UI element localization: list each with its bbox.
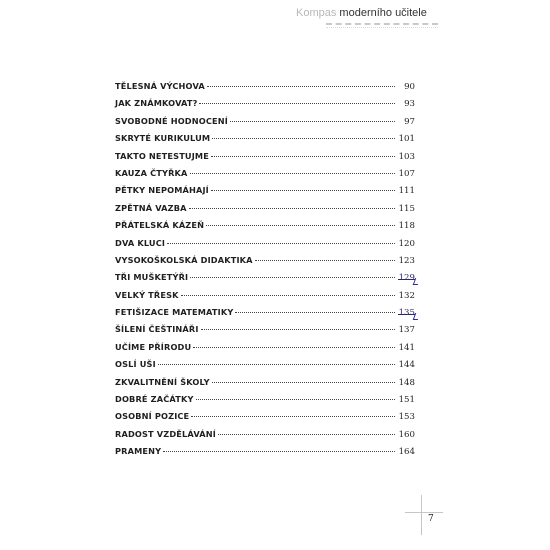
- toc-entry-title: VYSOKOŠKOLSKÁ DIDAKTIKA: [115, 254, 253, 265]
- toc-leader-dots: [163, 451, 395, 452]
- toc-entry-page-text: 151: [398, 395, 415, 406]
- toc-entry-page-text: 129: [398, 273, 415, 284]
- toc-leader-dots: [167, 243, 395, 244]
- header-title-dark: moderního učitele: [339, 7, 427, 19]
- toc-entry: [115, 356, 415, 373]
- toc-entry: [115, 339, 415, 356]
- header-rule-secondary: [326, 27, 438, 28]
- toc-entry-title: ZPĚTNÁ VAZBA: [115, 202, 187, 213]
- toc-entry-page-text: 153: [398, 412, 415, 423]
- toc-entry-title: DVA KLUCI: [115, 237, 166, 248]
- toc-entry-page-text: 107: [398, 168, 415, 179]
- toc-entry-page-text: 132: [398, 290, 415, 301]
- toc-entry-title: DOBRÉ ZAČÁTKY: [115, 394, 194, 405]
- toc-leader-dots: [206, 225, 395, 226]
- page-number: 7: [428, 514, 434, 524]
- toc-leader-dots: [201, 329, 395, 330]
- toc-entry-page: [397, 322, 415, 339]
- toc-entry: [115, 148, 415, 165]
- header-title: [296, 6, 446, 20]
- toc-entry-page-text: 118: [398, 221, 415, 232]
- toc-entry: [115, 235, 415, 252]
- toc-entry-title: RADOST VZDĚLÁVÁNÍ: [115, 428, 216, 439]
- toc-entry: [115, 426, 415, 443]
- toc-entry: [115, 113, 415, 130]
- correction-mark-icon: [413, 313, 421, 320]
- toc-leader-dots: [211, 156, 395, 157]
- toc-entry-title: FETIŠIZACE MATEMATIKY: [115, 307, 234, 318]
- toc-entry-title: SVOBODNÉ HODNOCENÍ: [115, 115, 228, 126]
- toc-entry: [115, 269, 415, 286]
- toc-leader-dots: [190, 173, 395, 174]
- toc-entry-title: TĚLESNÁ VÝCHOVA: [115, 81, 205, 91]
- toc-entry: [115, 130, 415, 147]
- toc-entry-page: [397, 253, 415, 270]
- toc-entry-page: [397, 218, 415, 235]
- toc-entry: [115, 78, 415, 95]
- toc-entry-page: [397, 166, 415, 183]
- toc-entry: [115, 200, 415, 217]
- toc-leader-dots: [230, 121, 395, 122]
- toc-entry-page: [397, 375, 415, 392]
- toc-entry: [115, 321, 415, 338]
- toc-entry-title: PRAMENY: [115, 446, 162, 457]
- toc-entry-page-text: 103: [398, 151, 415, 162]
- toc-entry-title: KAUZA ČTYŘKA: [115, 167, 188, 178]
- toc-entry-page-text: 101: [398, 134, 415, 145]
- table-of-contents: [115, 78, 415, 461]
- toc-entry-page: [397, 236, 415, 253]
- toc-entry-title: JAK ZNÁMKOVAT?: [115, 98, 198, 109]
- toc-entry-page-text: 164: [398, 447, 415, 458]
- toc-entry-page: [397, 201, 415, 218]
- crop-mark-horizontal: [405, 512, 443, 513]
- toc-entry-page: [397, 270, 415, 287]
- toc-entry-page-text: 120: [398, 238, 415, 249]
- toc-entry: [115, 374, 415, 391]
- toc-entry-page-text: 90: [404, 82, 415, 92]
- toc-entry-title: VELKÝ TŘESK: [115, 289, 179, 300]
- toc-entry: [115, 391, 415, 408]
- toc-leader-dots: [191, 416, 395, 417]
- toc-entry-page: [397, 149, 415, 166]
- toc-leader-dots: [158, 364, 395, 365]
- crop-mark-vertical: [421, 495, 422, 535]
- toc-entry-page-text: 115: [398, 203, 415, 214]
- toc-leader-dots: [255, 260, 395, 261]
- toc-entry-title: TŘI MUŠKETÝŘI: [115, 272, 189, 283]
- toc-entry-page: [397, 427, 415, 444]
- toc-entry: [115, 165, 415, 182]
- toc-leader-dots: [218, 434, 395, 435]
- toc-entry-title: SKRYTÉ KURIKULUM: [115, 133, 211, 144]
- header-title-light: Kompas: [296, 7, 337, 19]
- correction-mark-icon: [413, 278, 421, 285]
- toc-entry-title: OSOBNÍ POZICE: [115, 411, 190, 422]
- toc-leader-dots: [199, 103, 395, 104]
- toc-entry: [115, 443, 415, 460]
- toc-entry-page: [397, 409, 415, 426]
- toc-leader-dots: [235, 312, 395, 313]
- toc-entry-page-text: 93: [404, 99, 415, 110]
- toc-entry-page-text: 160: [398, 429, 415, 440]
- toc-entry: [115, 252, 415, 269]
- toc-entry-page-text: 137: [398, 325, 415, 336]
- toc-entry-page-text: 111: [398, 186, 415, 197]
- toc-entry-page: [397, 96, 415, 113]
- toc-entry: [115, 95, 415, 112]
- toc-leader-dots: [181, 295, 395, 296]
- toc-entry-page-text: 144: [398, 360, 415, 371]
- toc-entry-page-text: 135: [398, 308, 415, 319]
- toc-entry-title: ŠÍLENÍ ČEŠTINÁŘI: [115, 324, 199, 335]
- toc-entry: [115, 408, 415, 425]
- toc-leader-dots: [212, 138, 395, 139]
- toc-leader-dots: [196, 399, 395, 400]
- toc-entry-page: [397, 79, 415, 96]
- toc-entry-page-text: 148: [398, 377, 415, 388]
- toc-leader-dots: [190, 277, 395, 278]
- toc-entry-page: [397, 357, 415, 374]
- toc-entry-title: OSLÍ UŠI: [115, 359, 156, 370]
- toc-entry: [115, 217, 415, 234]
- toc-entry-title: ZKVALITNĚNÍ ŠKOLY: [115, 376, 210, 387]
- toc-entry-title: TAKTO NETESTUJME: [115, 150, 209, 161]
- toc-entry-title: PĚTKY NEPOMÁHAJÍ: [115, 185, 209, 196]
- toc-entry-title: UČÍME PŘÍRODU: [115, 341, 192, 352]
- toc-entry-page: [397, 131, 415, 148]
- toc-entry-page-text: 97: [404, 116, 415, 127]
- toc-entry-page: [397, 340, 415, 357]
- toc-leader-dots: [189, 208, 395, 209]
- toc-entry: [115, 287, 415, 304]
- toc-entry-page: [397, 305, 415, 322]
- header-rule: [326, 23, 438, 25]
- toc-entry-page: [397, 444, 415, 461]
- toc-entry-page-text: 141: [398, 342, 415, 353]
- toc-entry-page: [397, 114, 415, 131]
- running-header: [296, 6, 446, 36]
- toc-entry-page: [397, 183, 415, 200]
- toc-entry: [115, 182, 415, 199]
- toc-entry-title: PŘÁTELSKÁ KÁZEŇ: [115, 220, 205, 231]
- toc-entry-page: [397, 288, 415, 305]
- toc-entry-page: [397, 392, 415, 409]
- toc-entry: [115, 304, 415, 321]
- toc-leader-dots: [193, 347, 395, 348]
- toc-leader-dots: [211, 190, 395, 191]
- toc-entry-page-text: 123: [398, 255, 415, 266]
- toc-leader-dots: [212, 382, 395, 383]
- toc-leader-dots: [207, 86, 395, 87]
